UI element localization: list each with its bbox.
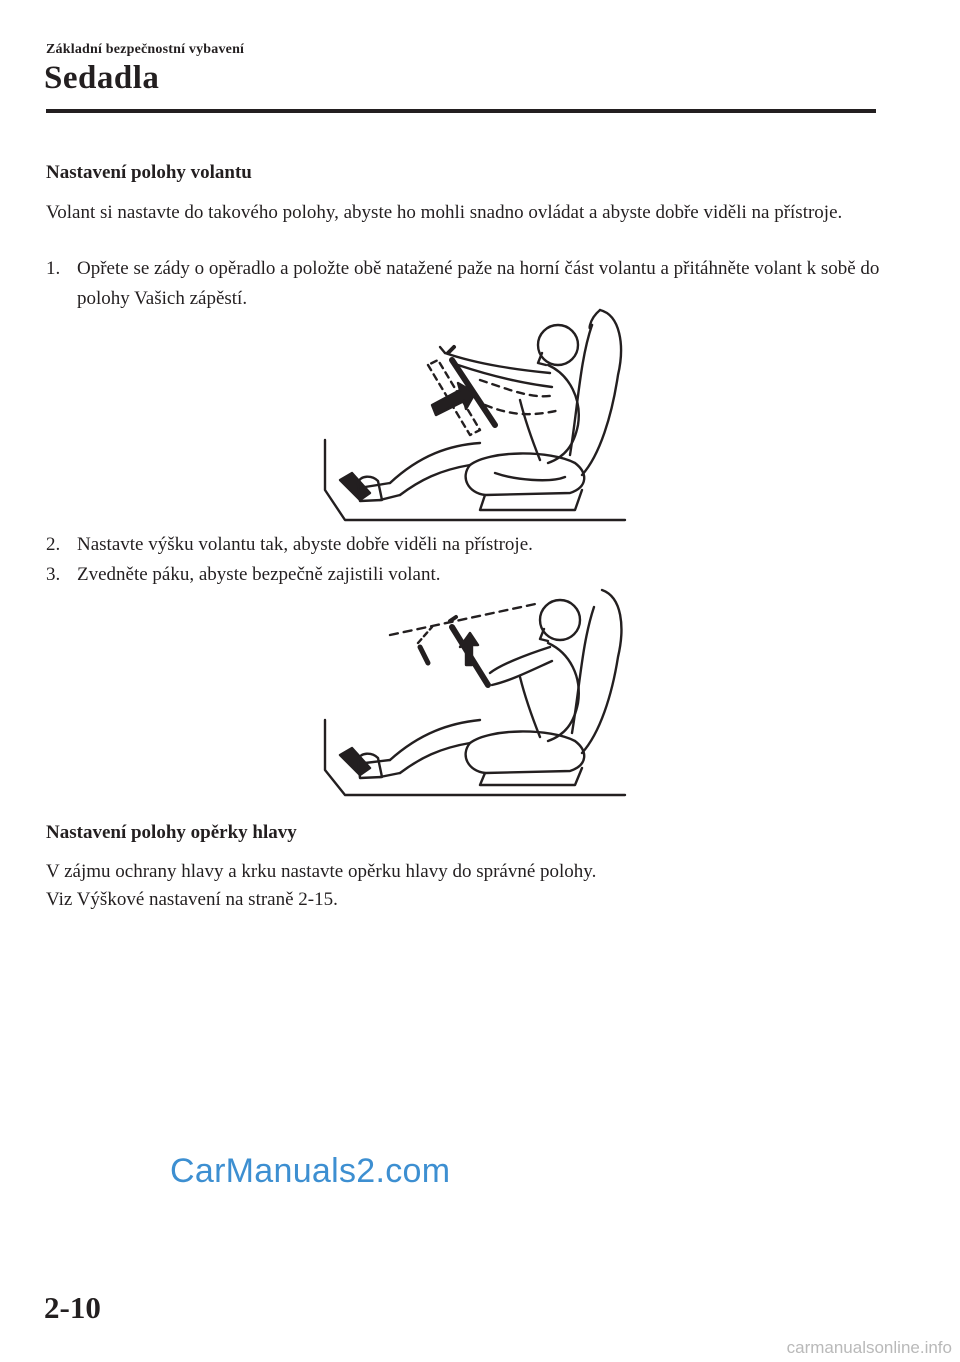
steering-reach-illustration — [320, 305, 630, 525]
headrest-heading: Nastavení polohy opěrky hlavy — [46, 822, 297, 843]
watermark: CarManuals2.com — [170, 1152, 451, 1190]
step-number: 1. — [46, 258, 61, 279]
steering-intro: Volant si nastavte do takového polohy, abyste ho mohli snadno ovládat a abyste dobře viděli na přístroje. — [46, 202, 843, 223]
steering-height-illustration — [320, 585, 630, 800]
footer-site: carmanualsonline.info — [786, 1338, 952, 1357]
step-2 — [46, 530, 886, 560]
title-rule — [46, 109, 876, 113]
step-text: Nastavte výšku volantu tak, abyste dobře viděli na přístroje. — [77, 534, 533, 555]
step-number: 3. — [46, 564, 61, 585]
page-title: Sedadla — [44, 60, 160, 96]
page-number: 2-10 — [44, 1290, 101, 1325]
step-text: Opřete se zády o opěradlo a položte obě natažené paže na horní část volantu a přitáhněte volant k sobě do polohy Vašich zápěstí. — [77, 258, 880, 309]
headrest-text: V zájmu ochrany hlavy a krku nastavte opěrku hlavy do správné polohy. — [46, 861, 597, 882]
steering-heading: Nastavení polohy volantu — [46, 162, 252, 183]
section-label: Základní bezpečnostní vybavení — [46, 42, 245, 57]
step-number: 2. — [46, 534, 61, 555]
headrest-reference: Viz Výškové nastavení na straně 2-15. — [46, 889, 338, 910]
step-text: Zvedněte páku, abyste bezpečně zajistili volant. — [77, 564, 441, 585]
